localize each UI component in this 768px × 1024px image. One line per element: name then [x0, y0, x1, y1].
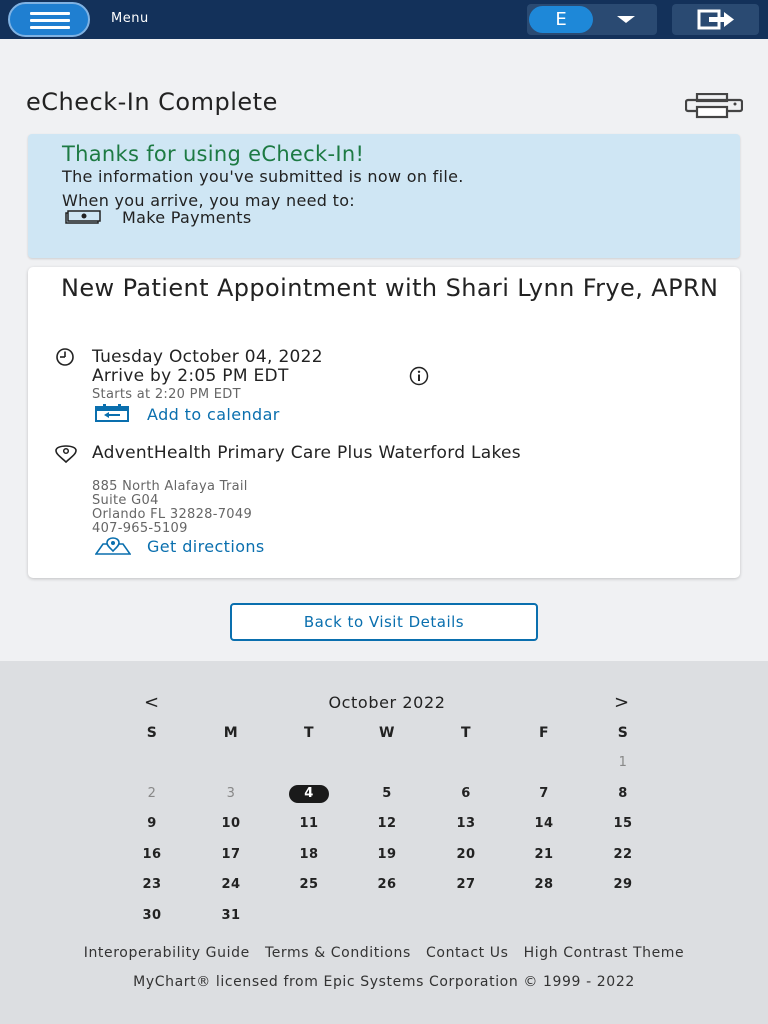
- clock-icon: [47, 348, 83, 366]
- calendar-day-selected[interactable]: 4: [289, 785, 329, 803]
- back-to-visit-details-button[interactable]: Back to Visit Details: [230, 603, 538, 641]
- hamburger-icon-bar: [30, 26, 70, 29]
- printer-icon: [685, 93, 743, 119]
- calendar-day[interactable]: 15: [613, 816, 633, 831]
- location-pin-icon: [52, 445, 80, 463]
- calendar-day[interactable]: 9: [147, 816, 157, 831]
- calendar-day[interactable]: 6: [461, 785, 471, 801]
- weekday-header: S: [617, 725, 629, 741]
- print-button[interactable]: [685, 93, 743, 123]
- calendar-day[interactable]: 29: [613, 877, 633, 892]
- location-name: AdventHealth Primary Care Plus Waterford Lakes: [92, 443, 521, 463]
- contact-us-link[interactable]: Contact Us: [426, 945, 509, 961]
- calendar-day[interactable]: 3: [226, 785, 236, 801]
- calendar-day[interactable]: 1: [618, 755, 628, 770]
- footer-links: [60, 947, 708, 960]
- get-directions-link[interactable]: Get directions: [147, 537, 265, 556]
- task-make-payments: Make Payments: [122, 208, 252, 227]
- calendar-day[interactable]: 25: [299, 877, 319, 892]
- address-line: Suite G04: [92, 493, 159, 508]
- calendar-day[interactable]: 18: [299, 846, 319, 862]
- hamburger-icon: [30, 12, 70, 15]
- calendar-day[interactable]: 19: [377, 846, 397, 862]
- calendar-day[interactable]: 22: [613, 846, 633, 862]
- calendar-day[interactable]: 2: [147, 785, 157, 801]
- page-title: eCheck-In Complete: [26, 88, 278, 116]
- menu-button[interactable]: [8, 2, 90, 37]
- calendar-day[interactable]: 11: [299, 816, 319, 831]
- calendar-day[interactable]: 23: [142, 877, 162, 892]
- calendar-day[interactable]: 24: [221, 877, 241, 892]
- weekday-header: W: [379, 725, 395, 741]
- menu-label[interactable]: Menu: [111, 11, 149, 26]
- calendar-day[interactable]: 10: [221, 816, 241, 831]
- banner-heading: Thanks for using eCheck-In!: [62, 142, 365, 166]
- calendar-day[interactable]: 16: [142, 846, 162, 862]
- footer: [0, 661, 768, 1024]
- avatar: E: [529, 6, 593, 33]
- calendar-day[interactable]: 12: [377, 816, 397, 831]
- high-contrast-theme-link[interactable]: High Contrast Theme: [523, 945, 685, 961]
- logout-button[interactable]: [672, 4, 759, 35]
- weekday-header: S: [146, 725, 158, 741]
- top-bar: [0, 0, 768, 39]
- banner-text: The information you've submitted is now on file.: [62, 167, 464, 186]
- weekday-header: T: [460, 725, 472, 741]
- account-switcher[interactable]: [527, 4, 657, 35]
- calendar-day[interactable]: 26: [377, 877, 397, 892]
- calendar-day[interactable]: 8: [618, 785, 628, 801]
- logout-icon: [697, 9, 735, 30]
- money-icon: [65, 210, 101, 224]
- chevron-down-icon: [617, 16, 635, 23]
- start-time: Starts at 2:20 PM EDT: [92, 387, 241, 402]
- address-line: 885 North Alafaya Trail: [92, 479, 248, 494]
- arrival-time: Arrive by 2:05 PM EDT: [92, 366, 289, 386]
- terms-conditions-link[interactable]: Terms & Conditions: [264, 945, 411, 961]
- calendar-day[interactable]: 13: [456, 816, 476, 831]
- hamburger-icon-bar: [30, 19, 70, 22]
- calendar-month-title: October 2022: [328, 693, 446, 712]
- location-phone: 407-965-5109: [92, 521, 188, 536]
- next-month-button[interactable]: >: [614, 692, 630, 713]
- appointment-date: Tuesday October 04, 2022: [92, 347, 323, 367]
- calendar-day[interactable]: 28: [534, 877, 554, 892]
- calendar-day[interactable]: 20: [456, 846, 476, 862]
- calendar-add-icon[interactable]: [94, 404, 130, 422]
- calendar-day[interactable]: 31: [221, 907, 241, 923]
- calendar-day[interactable]: 14: [534, 816, 554, 831]
- interoperability-guide-link[interactable]: Interoperability Guide: [83, 945, 250, 961]
- previous-month-button[interactable]: <: [144, 692, 160, 713]
- add-to-calendar-link[interactable]: Add to calendar: [147, 405, 280, 424]
- address-city: Orlando FL 32828-7049: [92, 507, 253, 522]
- info-icon[interactable]: [400, 366, 438, 386]
- appointment-title: New Patient Appointment with Shari Lynn Frye, APRN: [61, 274, 719, 302]
- calendar-day[interactable]: 17: [221, 846, 241, 862]
- weekday-header: T: [303, 725, 315, 741]
- calendar-day[interactable]: 5: [382, 785, 392, 801]
- map-directions-icon[interactable]: [95, 537, 131, 555]
- checkin-confirmation-banner: [28, 134, 740, 258]
- weekday-header: F: [538, 725, 550, 741]
- appointment-card: [28, 267, 740, 578]
- calendar-day[interactable]: 7: [539, 785, 549, 801]
- banner-text: When you arrive, you may need to:: [62, 191, 355, 210]
- weekday-header: M: [223, 725, 239, 741]
- copyright-notice: MyChart® licensed from Epic Systems Corporation © 1999 - 2022: [133, 974, 635, 990]
- calendar-day[interactable]: 27: [456, 877, 476, 892]
- calendar-day[interactable]: 30: [142, 907, 162, 923]
- calendar-day[interactable]: 21: [534, 846, 554, 862]
